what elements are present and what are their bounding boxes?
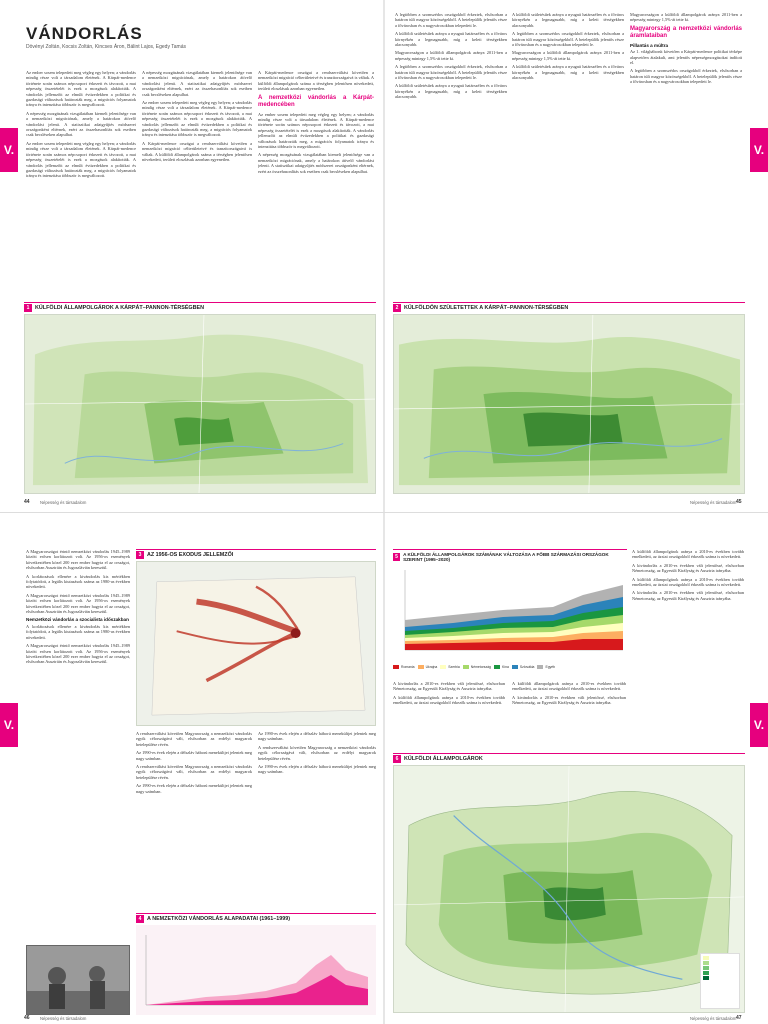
figure-number: 5 bbox=[393, 553, 400, 561]
paragraph: A Magyarországot érintő nemzetközi vándorlás 1945–1989 között erősen korlátozott volt. Az 1956-os események következtében közel 200 ezer ember hagyta el az országot, elsősorban Ausztrián és Jugoszlávián keresztül. bbox=[26, 592, 130, 615]
paragraph: A rendszerváltást követően Magyarország a nemzetközi vándorlás egyik célországává vált, elsősorban az erdélyi magyarok betelepülése révén. bbox=[136, 764, 252, 780]
paragraph: A Magyarországot érintő nemzetközi vándorlás 1945–1989 között erősen korlátozott volt. Az 1956-os események következtében közel 200 ezer ember hagyta el az országot, elsősorban Ausztrián és Jugoszlávián keresztül. bbox=[26, 549, 130, 571]
figure-title-text: A KÜLFÖLDI ÁLLAMPOLGÁROK SZÁMÁNAK VÁLTOZÁSA A FŐBB SZÁRMAZÁSI ORSZÁGOK SZERINT (1995–2020) bbox=[403, 551, 609, 562]
paragraph: A külföldi állampolgárok aránya a 2010-es években tovább emelkedett, az ázsiai országokból érkezők száma is növekedett. bbox=[632, 576, 744, 588]
figure-title bbox=[393, 753, 745, 763]
text-column bbox=[142, 70, 252, 300]
figure-title-text: AZ 1956-OS EXODUS JELLEMZŐI bbox=[147, 551, 234, 558]
paragraph: Az ember sosem telepedett meg végleg egy helyen; a vándorlás mindig része volt a társadalom életének. A Kárpát-medence története során számos népcsoport érkezett és távozott, a mai népesség összetételét is ezek a mozgások alakították. A vándorlás jellemzőit az elmúlt évtizedekben a politikai és gazdasági változások határozták meg, a migrációs folyamatok iránya és intenzitása többször is megváltozott. bbox=[142, 100, 252, 138]
paragraph: A rendszerváltást követően Magyarország a nemzetközi vándorlás egyik célországává vált, elsősorban az erdélyi magyarok betelepülése révén. bbox=[136, 731, 252, 747]
paragraph: A külföldi születésűek aránya a nyugati határszélen és a főváros környékén a legmagasabb, míg a keleti térségekben alacsonyabb. bbox=[512, 64, 624, 81]
sub-heading: Nemzetközi vándorlás a szocialista időszakban bbox=[26, 617, 129, 623]
paragraph: Az ember sosem telepedett meg végleg egy helyen; a vándorlás mindig része volt a társadalom életének. A Kárpát-medence története során számos népcsoport érkezett és távozott, a mai népesség összetételét is ezek a mozgások alakították. A vándorlás jellemzőit az elmúlt évtizedekben a politikai és gazdasági változások határozták meg, a migrációs folyamatok iránya és intenzitása többször is megváltozott. bbox=[26, 70, 136, 108]
figure-title-text: KÜLFÖLDI ÁLLAMPOLGÁROK bbox=[404, 755, 483, 762]
figure-title bbox=[136, 913, 376, 923]
chart-graphic bbox=[393, 565, 627, 663]
figure-number: 6 bbox=[393, 755, 401, 763]
paragraph: Az ember sosem telepedett meg végleg egy helyen; a vándorlás mindig része volt a társadalom életének. A Kárpát-medence története során számos népcsoport érkezett és távozott, a mai népesség összetételét is ezek a mozgások alakították. A vándorlás jellemzőit az elmúlt évtizedekben a politikai és gazdasági változások határozták meg, a migrációs folyamatok iránya és intenzitása többször is megváltozott. bbox=[258, 111, 374, 150]
text-column bbox=[632, 549, 744, 749]
paragraph: A külföldi születésűek aránya a nyugati határszélen és a főváros környékén a legmagasabb, míg a keleti térségekben alacsonyabb. bbox=[395, 83, 507, 100]
map-graphic bbox=[25, 315, 375, 493]
bottom-spread bbox=[0, 512, 768, 1024]
section-heading: Magyarország a nemzetközi vándorlás áramlataiban bbox=[630, 25, 742, 39]
figure-number: 3 bbox=[136, 551, 144, 559]
figure-title bbox=[136, 549, 376, 559]
legend-item: Németország bbox=[463, 665, 491, 670]
paragraph: A külföldi állampolgárok aránya a 2010-es években tovább emelkedett, az ázsiai országokból érkezők száma is növekedett. bbox=[632, 549, 744, 560]
page-number-right: 47 bbox=[736, 1015, 742, 1021]
figure-title-text: KÜLFÖLDI ÁLLAMPOLGÁROK A KÁRPÁT–PANNON-TÉRSÉGBEN bbox=[35, 304, 205, 311]
paragraph: A korlátozások ellenére a kivándorlás kis mértékben folytatódott, a legális kiutazások száma az 1980-as években növekedett. bbox=[26, 623, 130, 640]
paragraph: A külföldi állampolgárok aránya a 2010-es években tovább emelkedett, az ázsiai országokból érkezők száma is növekedett. bbox=[393, 694, 505, 706]
paragraph: A korlátozások ellenére a kivándorlás kis mértékben folytatódott, a legális kiutazások száma az 1980-as években növekedett. bbox=[26, 573, 130, 590]
paragraph: Magyarországon a külföldi állampolgárok aránya 2011-ben a népesség mintegy 1,5%-át tette ki. bbox=[512, 50, 624, 61]
paragraph: A legtöbben a szomszédos országokból érkeztek, elsősorban a határon túli magyar közösségekből. A betelepülők jelentős része a fővárosban és a nagyvárosokban telepedett le. bbox=[630, 68, 742, 85]
text-column bbox=[512, 12, 624, 300]
figure-title bbox=[393, 549, 627, 563]
chart-graphic bbox=[136, 925, 376, 1015]
figure-title-text: A NEMZETKÖZI VÁNDORLÁS ALAPADATAI (1961–1999) bbox=[147, 915, 291, 922]
figure-number: 1 bbox=[24, 304, 32, 312]
paragraph: A külföldi születésűek aránya a nyugati határszélen és a főváros környékén a legmagasabb, míg a keleti térségekben alacsonyabb. bbox=[512, 12, 624, 28]
paragraph: Magyarországon a külföldi állampolgárok aránya 2011-ben a népesség mintegy 1,5%-át tette ki. bbox=[630, 12, 742, 23]
paragraph: Az 1990-es évek elején a délszláv háború menekültjei jelentek meg nagy számban. bbox=[258, 764, 376, 775]
paragraph: A Magyarországot érintő nemzetközi vándorlás 1945–1989 között erősen korlátozott volt. Az 1956-os események következtében közel 200 ezer ember hagyta el az országot, elsősorban Ausztrián és Jugoszlávián keresztül. bbox=[26, 643, 130, 665]
map-1956-exodus[interactable] bbox=[136, 561, 376, 726]
chart-foreign-citizens-origin[interactable] bbox=[393, 565, 627, 663]
spine bbox=[383, 0, 385, 512]
chart-migration-1961-1999[interactable] bbox=[136, 925, 376, 1015]
paragraph: A külföldi születésűek aránya a nyugati határszélen és a főváros környékén a legmagasabb, míg a keleti térségekben alacsonyabb. bbox=[395, 31, 507, 48]
text-column bbox=[136, 731, 252, 909]
text-column bbox=[512, 681, 626, 749]
section-heading: A nemzetközi vándorlás a Kárpát-medencében bbox=[258, 94, 374, 108]
figure-number: 4 bbox=[136, 915, 144, 923]
chapter-tab-right: V. bbox=[750, 128, 768, 172]
paragraph: Az 1990-es évek elején a délszláv háború menekültjei jelentek meg nagy számban. bbox=[258, 731, 376, 742]
text-column bbox=[395, 12, 507, 300]
paragraph: A népesség mozgásának vizsgálatában kiemelt jelentősége van a nemzetközi migrációnak, amely a határokon átívelő vándorlást jelenti. A statisztikai adatgyűjtés módszerei országonként eltérnek, ezért az összehasonlítás sok esetben csak becsléseken alapulhat. bbox=[142, 70, 252, 97]
photo-graphic bbox=[27, 946, 130, 1015]
paragraph: A népesség mozgásának vizsgálatában kiemelt jelentősége van a nemzetközi migrációnak, amely a határokon átívelő vándorlást jelenti. A statisztikai adatgyűjtés módszerei országonként eltérnek, ezért az összehasonlítás sok esetben csak becsléseken alapulhat. bbox=[258, 152, 374, 174]
text-column bbox=[258, 731, 376, 909]
historic-photo bbox=[26, 945, 130, 1015]
map-foreign-citizens-hungary[interactable] bbox=[393, 765, 745, 1013]
paragraph: A legtöbben a szomszédos országokból érkeztek, elsősorban a határon túli magyar közösségekből. A betelepülők jelentős része a fővárosban és a nagyvárosokban telepedett le. bbox=[395, 64, 507, 81]
text-column bbox=[26, 70, 136, 300]
figure-title-text: KÜLFÖLDÖN SZÜLETETTEK A KÁRPÁT–PANNON-TÉRSÉGBEN bbox=[404, 304, 569, 311]
legend-item: Romania bbox=[393, 665, 415, 670]
figure-number: 2 bbox=[393, 304, 401, 312]
paragraph: Az 1990-es évek elején a délszláv háború menekültjei jelentek meg nagy számban. bbox=[136, 783, 252, 794]
chapter-tab-left: V. bbox=[0, 128, 18, 172]
paragraph: A külföldi állampolgárok aránya a 2010-es években tovább emelkedett, az ázsiai országokból érkezők száma is növekedett. bbox=[512, 681, 626, 692]
footer-left: Népesség és társadalom bbox=[40, 1016, 87, 1021]
paragraph: A kivándorlás a 2010-es években vált jelentőssé, elsősorban Németország, az Egyesült Királyság és Ausztria irányába. bbox=[393, 681, 505, 692]
figure-title bbox=[393, 302, 745, 312]
footer-right: Népesség és társadalom bbox=[690, 500, 737, 505]
legend-swatch bbox=[703, 976, 737, 981]
paragraph: A Kárpát-medence országai a rendszerváltást követően a nemzetközi migráció célterületeivé és tranzitországaivá is váltak. A külföldi állampolgárok száma a térségben jelentősen növekedett, területi eloszlásuk azonban egyenetlen. bbox=[258, 70, 374, 92]
paragraph: A rendszerváltást követően Magyarország a nemzetközi vándorlás egyik célországává vált, elsősorban az erdélyi magyarok betelepülése révén. bbox=[258, 744, 376, 761]
footer-left: Népesség és társadalom bbox=[40, 500, 87, 505]
map-legend bbox=[700, 953, 740, 1009]
legend-item: Ukrajna bbox=[418, 665, 438, 670]
figure-title bbox=[24, 302, 376, 312]
chart-legend bbox=[393, 665, 627, 670]
page-number-left: 46 bbox=[24, 1015, 30, 1021]
map-foreign-citizens[interactable] bbox=[24, 314, 376, 494]
sub-heading: Pillantás a múltra bbox=[630, 42, 669, 48]
authors: Dövényi Zoltán, Kocsis Zoltán, Kincses Áron, Bálint Lajos, Egedy Tamás bbox=[26, 44, 186, 50]
text-column bbox=[26, 549, 130, 939]
legend-item: Kína bbox=[494, 665, 509, 670]
page-number-right: 45 bbox=[736, 499, 742, 505]
paragraph: Magyarországon a külföldi állampolgárok aránya 2011-ben a népesség mintegy 1,5%-át tette ki. bbox=[395, 50, 507, 61]
legend-item: Egyéb bbox=[537, 665, 555, 670]
paragraph: A népesség mozgásának vizsgálatában kiemelt jelentősége van a nemzetközi migrációnak, amely a határokon átívelő vándorlást jelenti. A statisztikai adatgyűjtés módszerei országonként eltérnek, ezért az összehasonlítás sok esetben csak becsléseken alapulhat. bbox=[26, 110, 136, 138]
map-graphic bbox=[394, 315, 744, 493]
chapter-tab-left: V. bbox=[0, 703, 18, 747]
map-foreign-born[interactable] bbox=[393, 314, 745, 494]
paragraph: Az ember sosem telepedett meg végleg egy helyen; a vándorlás mindig része volt a társadalom életének. A Kárpát-medence története során számos népcsoport érkezett és távozott, a mai népesség összetételét is ezek a mozgások alakították. A vándorlás jellemzőit az elmúlt évtizedekben a politikai és gazdasági változások határozták meg, a migrációs folyamatok iránya és intenzitása többször is megváltozott. bbox=[26, 140, 136, 179]
paragraph: A kivándorlás a 2010-es években vált jelentőssé, elsősorban Németország, az Egyesült Királyság és Ausztria irányába. bbox=[512, 694, 626, 706]
paragraph: A kivándorlás a 2010-es években vált jelentőssé, elsősorban Németország, az Egyesült Királyság és Ausztria irányába. bbox=[632, 562, 744, 574]
legend-item: Szerbia bbox=[440, 665, 460, 670]
text-column bbox=[258, 70, 374, 300]
paragraph: A legtöbben a szomszédos országokból érkeztek, elsősorban a határon túli magyar közösségekből. A betelepülők jelentős része a fővárosban és a nagyvárosokban telepedett le. bbox=[512, 31, 624, 48]
map-graphic bbox=[394, 766, 744, 1012]
page-number-left: 44 bbox=[24, 499, 30, 505]
text-column bbox=[393, 681, 505, 749]
paragraph: Az 1990-es évek elején a délszláv háború menekültjei jelentek meg nagy számban. bbox=[136, 750, 252, 761]
paragraph: A legtöbben a szomszédos országokból érkeztek, elsősorban a határon túli magyar közösségekből. A betelepülők jelentős része a fővárosban és a nagyvárosokban telepedett le. bbox=[395, 12, 507, 28]
page-title: VÁNDORLÁS bbox=[26, 24, 143, 43]
legend-item: Szlovákia bbox=[512, 665, 535, 670]
text-column bbox=[630, 12, 742, 300]
spine bbox=[383, 513, 385, 1024]
chapter-tab-right: V. bbox=[750, 703, 768, 747]
paragraph: A Kárpát-medence országai a rendszerváltást követően a nemzetközi migráció célterületeivé és tranzitországaivá is váltak. A külföldi állampolgárok száma a térségben jelentősen növekedett, területi eloszlásuk azonban egyenetlen. bbox=[142, 140, 252, 163]
map-graphic bbox=[137, 562, 375, 725]
paragraph: Az 1. világháborút követően a Kárpát-medence politikai térképe alapvetően átalakult, ami jelentős népességmozgásokat indított el. bbox=[630, 49, 742, 66]
footer-right: Népesség és társadalom bbox=[690, 1016, 737, 1021]
paragraph: A kivándorlás a 2010-es években vált jelentőssé, elsősorban Németország, az Egyesült Királyság és Ausztria irányába. bbox=[632, 590, 744, 601]
